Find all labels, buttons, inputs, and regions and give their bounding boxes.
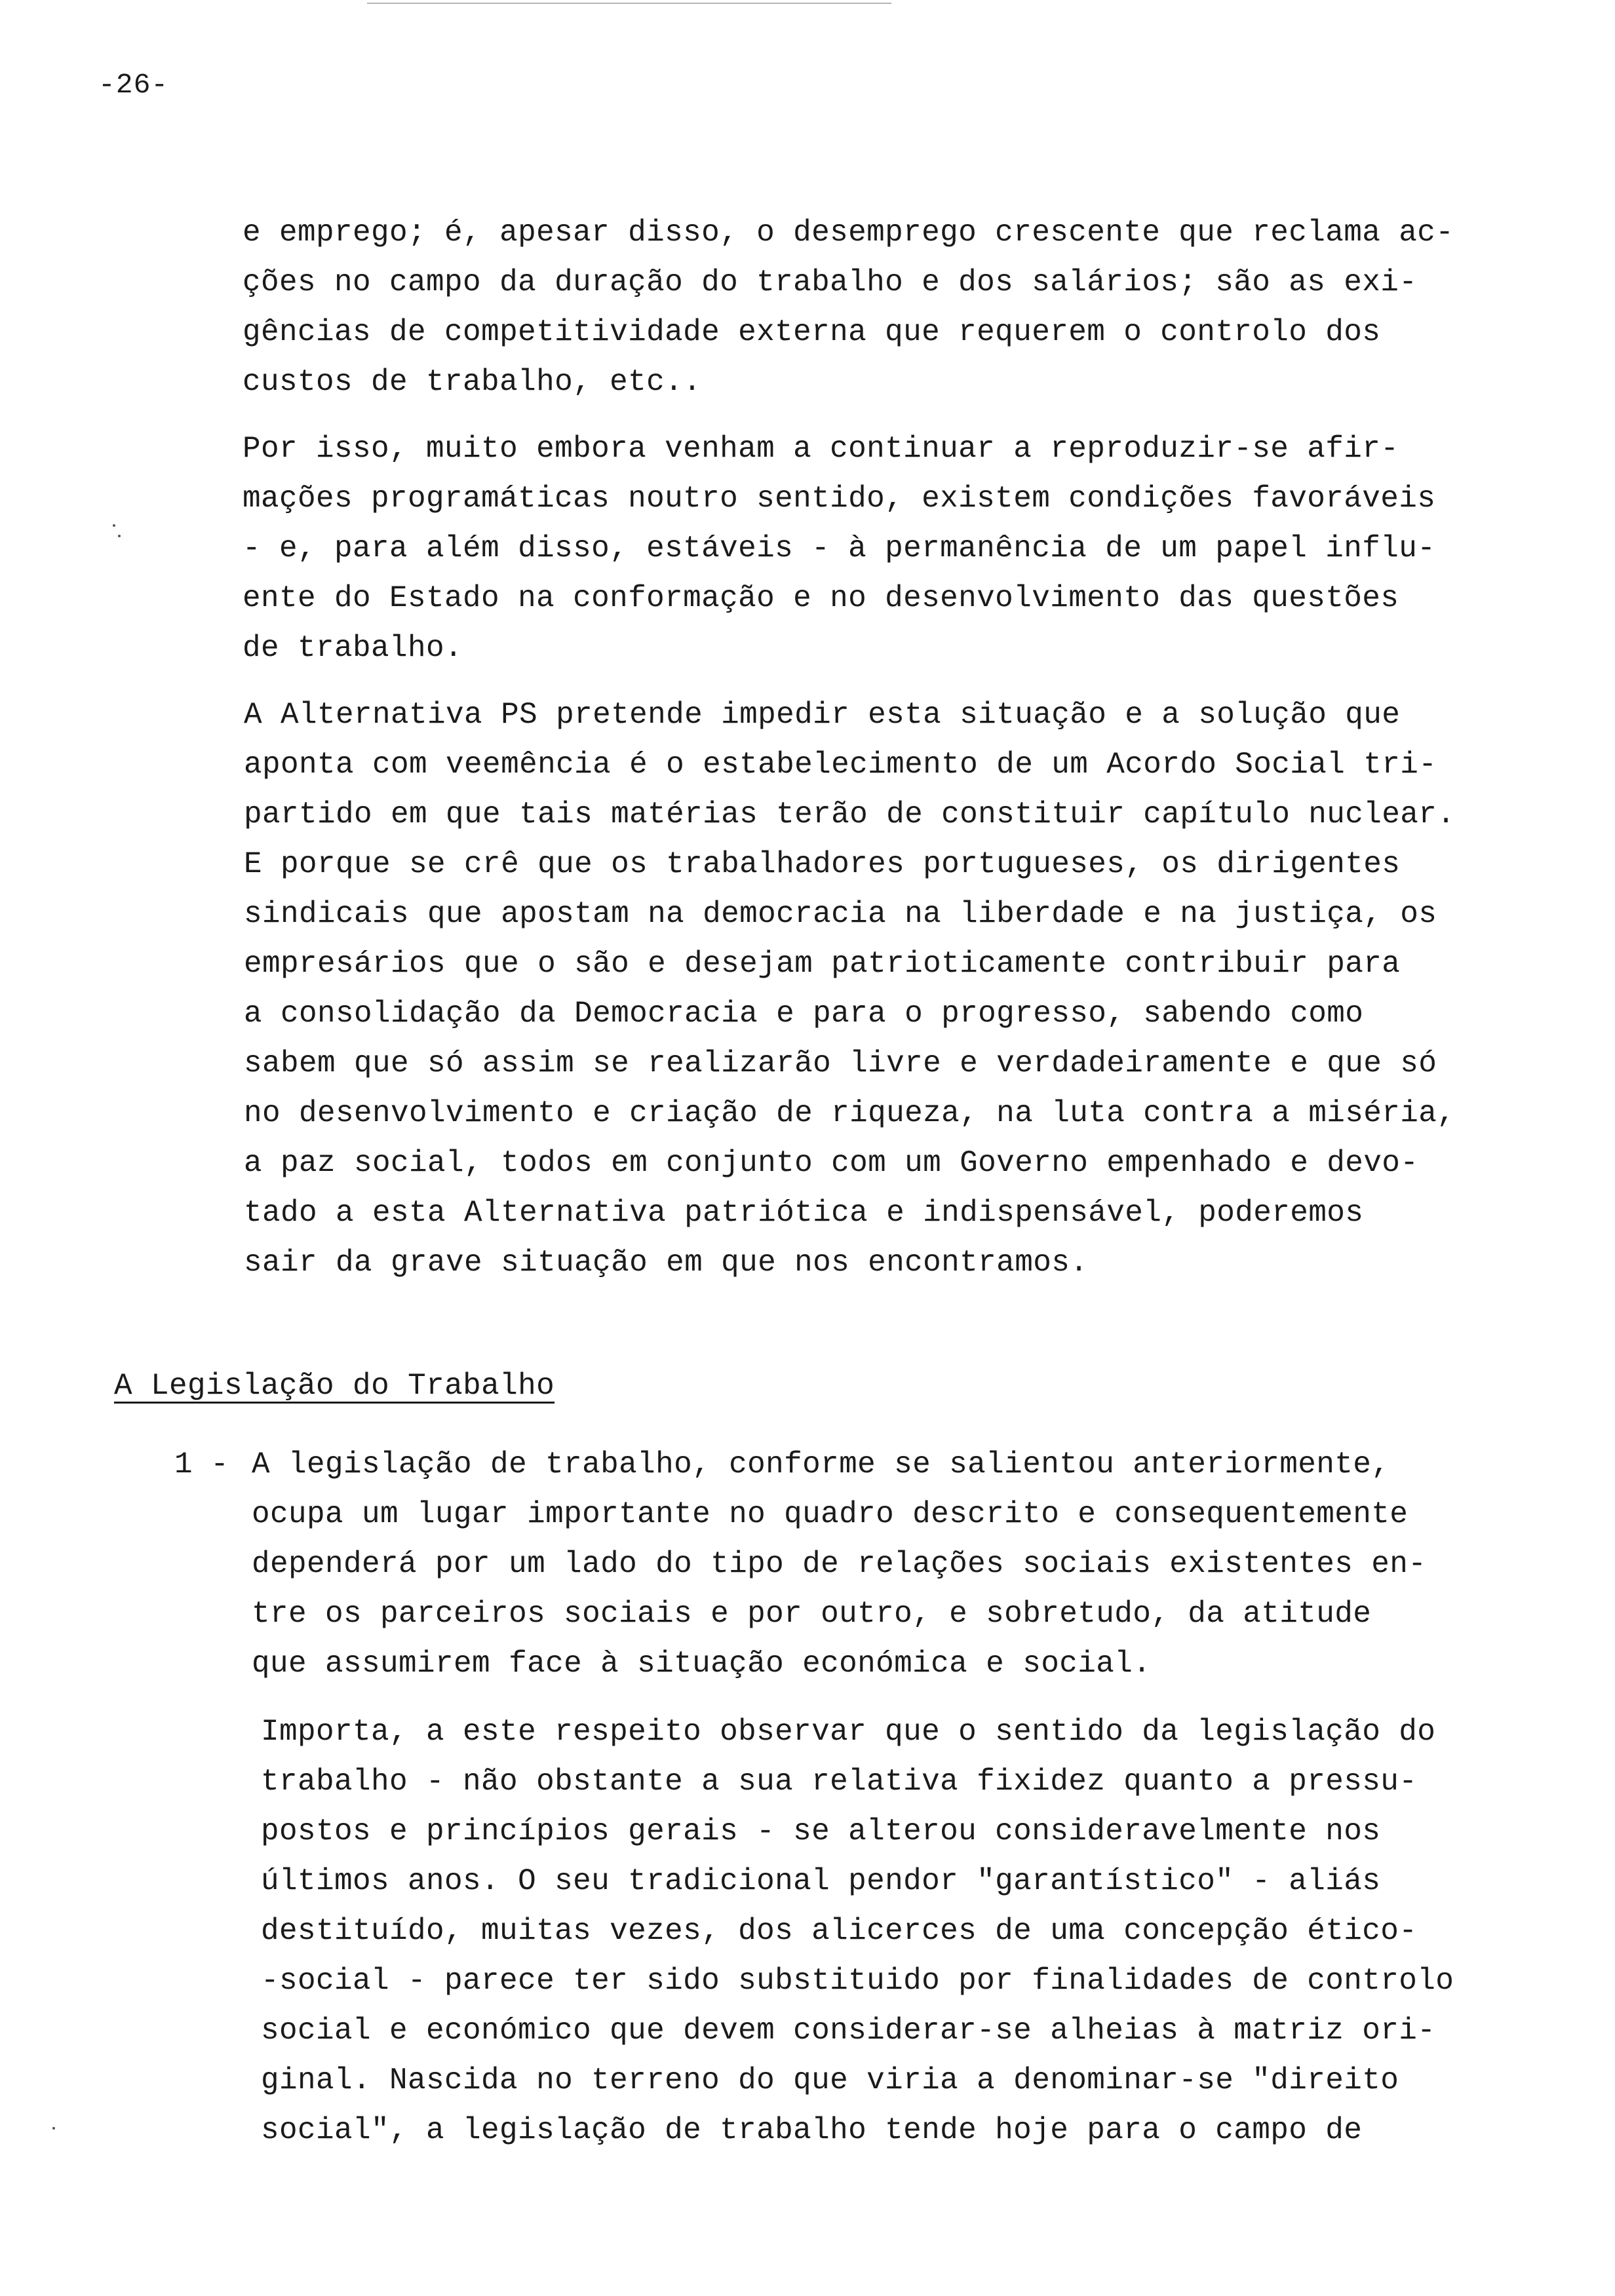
text-line: tado a esta Alternativa patriótica e indispensável, poderemos [244, 1196, 1364, 1230]
text-line: a consolidação da Democracia e para o progresso, sabendo como [244, 997, 1364, 1031]
text-line: Por isso, muito embora venham a continuar a reproduzir-se afir- [243, 432, 1399, 466]
text-line: A Alternativa PS pretende impedir esta situação e a solução que [244, 698, 1401, 732]
text-line: gências de competitividade externa que requerem o controlo dos [243, 315, 1381, 349]
text-line: A legislação de trabalho, conforme se salientou anteriormente, [252, 1447, 1390, 1482]
text-line: sindicais que apostam na democracia na liberdade e na justiça, os [244, 897, 1437, 931]
text-line: ções no campo da duração do trabalho e dos salários; são as exi- [243, 265, 1418, 299]
text-line: e emprego; é, apesar disso, o desemprego crescente que reclama ac- [243, 216, 1454, 250]
text-line: que assumirem face à situação económica e social. [252, 1647, 1152, 1681]
text-line: social", a legislação de trabalho tende hoje para o campo de [261, 2113, 1363, 2147]
text-line: sair da grave situação em que nos encontramos. [244, 1246, 1089, 1280]
page-number: -26- [98, 69, 169, 101]
scan-mark [52, 2127, 55, 2130]
section-heading: A Legislação do Trabalho [114, 1369, 555, 1403]
text-line: Importa, a este respeito observar que o sentido da legislação do [261, 1715, 1436, 1749]
text-line: tre os parceiros sociais e por outro, e sobretudo, da atitude [252, 1597, 1372, 1631]
text-line: no desenvolvimento e criação de riqueza, na luta contra a miséria, [244, 1096, 1456, 1130]
scan-mark [118, 535, 121, 537]
text-line: mações programáticas noutro sentido, existem condições favoráveis [243, 482, 1436, 516]
text-line: ente do Estado na conformação e no desenvolvimento das questões [243, 581, 1399, 615]
text-line: sabem que só assim se realizarão livre e verdadeiramente e que só [244, 1046, 1437, 1081]
item-number: 1 - [174, 1447, 229, 1482]
top-rule [367, 3, 891, 4]
text-line: E porque se crê que os trabalhadores portugueses, os dirigentes [244, 847, 1401, 881]
text-line: dependerá por um lado do tipo de relações sociais existentes en- [252, 1547, 1427, 1581]
text-line: -social - parece ter sido substituido por finalidades de controlo [261, 1964, 1454, 1998]
text-line: postos e princípios gerais - se alterou consideravelmente nos [261, 1814, 1381, 1848]
text-line: últimos anos. O seu tradicional pendor "garantístico" - aliás [261, 1864, 1381, 1898]
text-line: trabalho - não obstante a sua relativa fixidez quanto a pressu- [261, 1765, 1418, 1799]
scan-mark [113, 524, 115, 527]
text-line: aponta com veemência é o estabelecimento de um Acordo Social tri- [244, 748, 1437, 782]
text-line: ginal. Nascida no terreno do que viria a denominar-se "direito [261, 2063, 1399, 2097]
text-line: empresários que o são e desejam patrioticamente contribuir para [244, 947, 1401, 981]
text-line: social e económico que devem considerar-se alheias à matriz ori- [261, 2014, 1436, 2048]
text-line: destituído, muitas vezes, dos alicerces de uma concepção ético- [261, 1914, 1418, 1948]
text-line: de trabalho. [243, 631, 463, 665]
text-line: a paz social, todos em conjunto com um Governo empenhado e devo- [244, 1146, 1419, 1180]
text-line: custos de trabalho, etc.. [243, 365, 702, 399]
text-line: partido em que tais matérias terão de constituir capítulo nuclear. [244, 797, 1456, 832]
text-line: ocupa um lugar importante no quadro descrito e consequentemente [252, 1497, 1409, 1531]
text-line: - e, para além disso, estáveis - à permanência de um papel influ- [243, 531, 1436, 565]
